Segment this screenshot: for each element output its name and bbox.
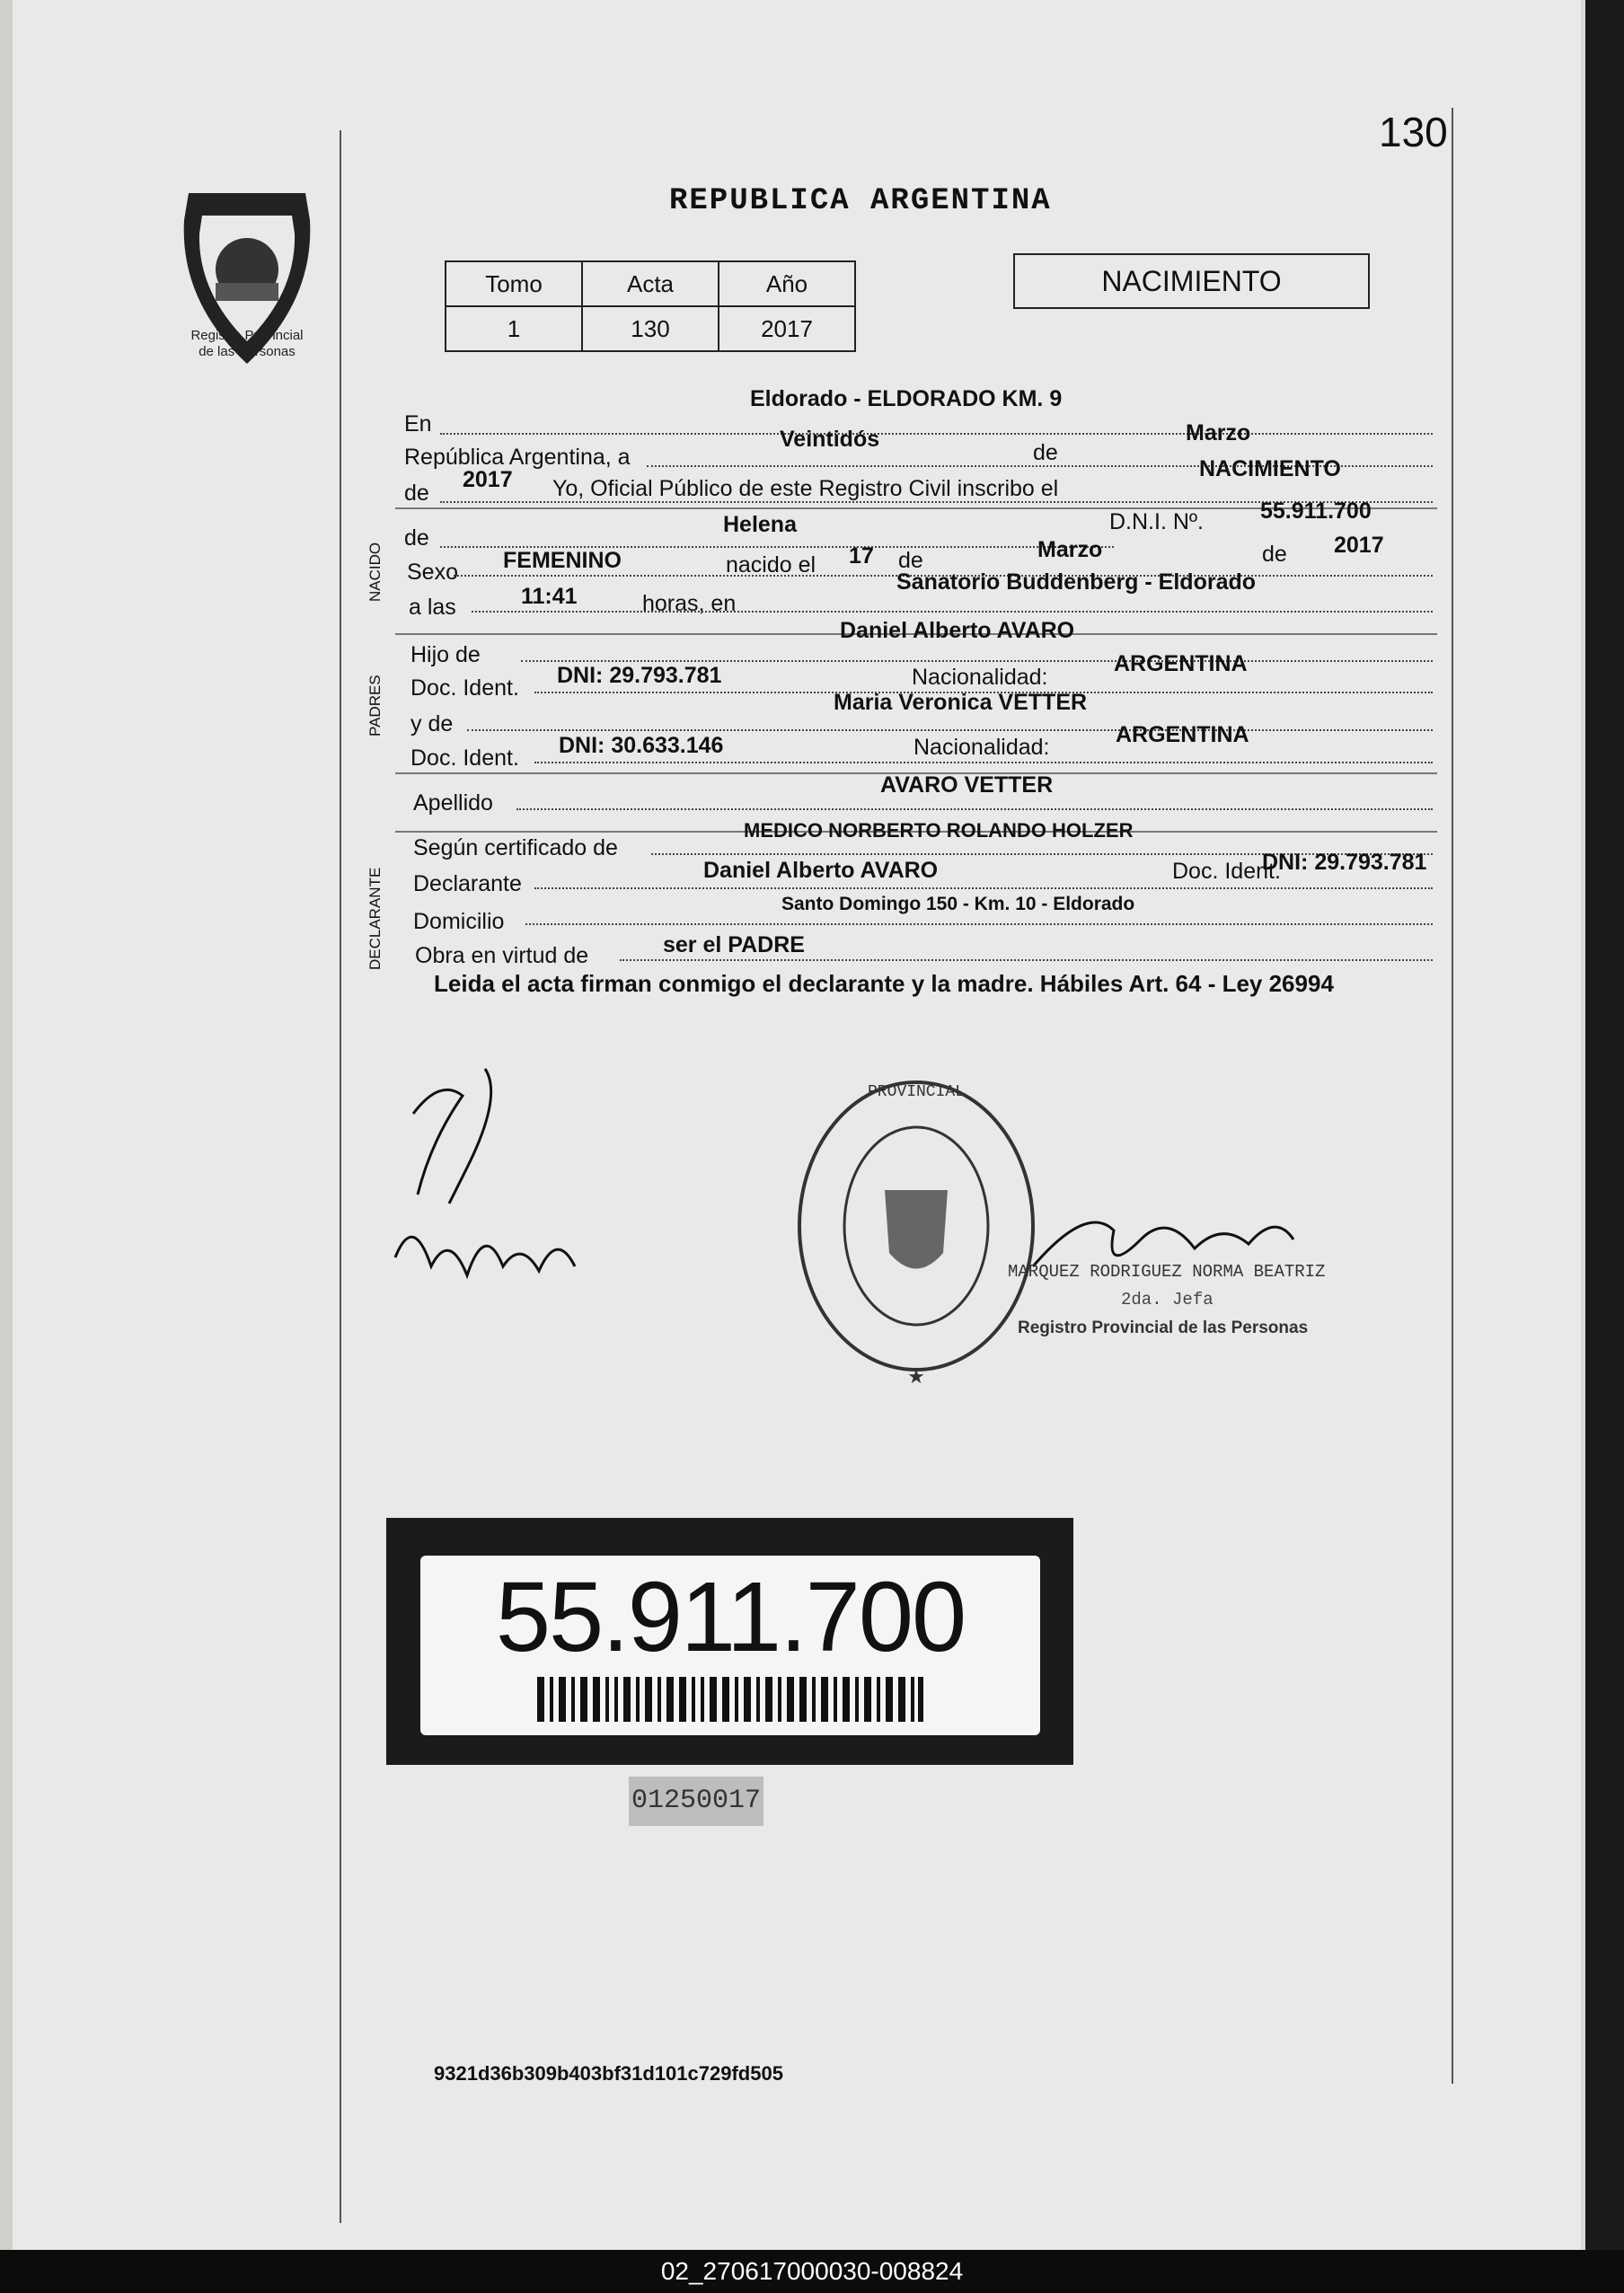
label-doc-padre: Doc. Ident. <box>410 675 519 701</box>
label-de-anio: de <box>404 481 429 506</box>
label-a-las: a las <box>409 595 456 620</box>
dotted-line <box>521 660 1433 662</box>
label-obra: Obra en virtud de <box>415 943 589 968</box>
value-declarante: Daniel Alberto AVARO <box>703 858 939 883</box>
value-madre-nac: ARGENTINA <box>1116 722 1249 747</box>
label-doc-declarante: Doc. Ident. <box>1172 859 1281 884</box>
dotted-line <box>516 808 1433 810</box>
label-hijo-de: Hijo de <box>410 642 481 667</box>
value-nombre: Helena <box>723 512 797 537</box>
value-sexo: FEMENINO <box>503 548 622 573</box>
value-hora: 11:41 <box>521 584 578 609</box>
margin-line-left <box>340 130 341 2223</box>
barcode-label <box>386 1518 1073 1765</box>
value-inscribo-tipo: NACIMIENTO <box>1199 456 1341 481</box>
official-name: MARQUEZ RODRIGUEZ NORMA BEATRIZ <box>1008 1262 1326 1282</box>
value-madre-doc: DNI: 30.633.146 <box>559 733 724 758</box>
value-domicilio: Santo Domingo 150 - Km. 10 - Eldorado <box>781 894 1135 914</box>
value-madre: Maria Veronica VETTER <box>834 690 1088 715</box>
value-declarante-doc: DNI: 29.793.781 <box>1262 850 1427 875</box>
value-apellido: AVARO VETTER <box>880 772 1054 798</box>
label-domicilio: Domicilio <box>413 909 505 934</box>
document-hash: 9321d36b309b403bf31d101c729fd505 <box>434 2062 783 2085</box>
dotted-line <box>467 729 1433 731</box>
page-edge <box>0 0 13 2250</box>
margin-line-right <box>1452 108 1453 2084</box>
official-role: 2da. Jefa <box>1121 1290 1214 1310</box>
value-nacido-anio: 2017 <box>1334 533 1384 558</box>
barcode-panel <box>420 1556 1040 1735</box>
section-label-nacido: NACIDO <box>366 542 384 602</box>
header-acta: Acta <box>582 261 719 306</box>
value-obra: ser el PADRE <box>663 932 805 957</box>
page-number: 130 <box>1379 109 1448 155</box>
header-anio: Año <box>719 261 855 306</box>
value-nacido-mes: Marzo <box>1037 537 1103 562</box>
serial-number: 01250017 <box>629 1777 763 1826</box>
section-label-padres: PADRES <box>366 675 384 736</box>
value-dia: Veintidós <box>780 427 880 452</box>
dotted-line <box>525 923 1433 925</box>
dotted-line <box>534 887 1433 889</box>
label-nac-padre: Nacionalidad: <box>912 665 1048 690</box>
label-de-nombre: de <box>404 525 429 551</box>
value-anio: 2017 <box>463 467 513 492</box>
header-tomo: Tomo <box>446 261 582 306</box>
label-nacido-el: nacido el <box>726 552 816 578</box>
value-certificado: MEDICO NORBERTO ROLANDO HOLZER <box>744 819 1134 842</box>
label-inscribo: Yo, Oficial Público de este Registro Civil inscribo el <box>552 476 1059 501</box>
label-y-de: y de <box>410 711 454 736</box>
dotted-line <box>534 762 1433 763</box>
barcode-bars <box>537 1677 923 1722</box>
dotted-line <box>440 433 1433 435</box>
document-title: REPUBLICA ARGENTINA <box>669 184 1052 218</box>
dotted-line <box>472 611 1433 613</box>
logo-caption <box>153 328 341 360</box>
label-de: de <box>1033 440 1058 465</box>
svg-text:PROVINCIAL: PROVINCIAL <box>867 1083 966 1101</box>
official-office: Registro Provincial de las Personas <box>1018 1318 1309 1337</box>
label-apellido: Apellido <box>413 790 493 816</box>
label-dni: D.N.I. Nº. <box>1109 509 1204 534</box>
file-reference-footer: 02_270617000030-008824 <box>0 2250 1624 2293</box>
label-certificado: Según certificado de <box>413 835 618 860</box>
value-acta: 130 <box>582 306 719 351</box>
svg-text:★: ★ <box>907 1365 925 1388</box>
label-de-anio-nac: de <box>1262 542 1287 567</box>
section-label-declarante: DECLARANTE <box>366 867 384 970</box>
logo-caption-line-2: de las Personas <box>199 344 296 359</box>
label-nac-madre: Nacionalidad: <box>914 735 1050 760</box>
label-republica: República Argentina, a <box>404 445 631 470</box>
label-sexo: Sexo <box>407 560 458 585</box>
label-de-mes: de <box>898 548 923 573</box>
label-doc-madre: Doc. Ident. <box>410 745 519 771</box>
value-nacido-dia: 17 <box>849 543 874 569</box>
handwritten-signatures <box>377 1060 611 1320</box>
value-dni: 55.911.700 <box>1260 498 1372 524</box>
value-tomo: 1 <box>446 306 582 351</box>
value-anio: 2017 <box>719 306 855 351</box>
closing-statement: Leida el acta firman conmigo el declarante y la madre. Hábiles Art. 64 - Ley 26994 <box>434 970 1334 997</box>
value-nacido-lugar: Sanatorio Buddenberg - Eldorado <box>896 569 1257 595</box>
value-padre-doc: DNI: 29.793.781 <box>557 663 722 688</box>
value-padre-nac: ARGENTINA <box>1114 651 1248 676</box>
value-mes: Marzo <box>1186 420 1251 445</box>
barcode-number: 55.911.700 <box>495 1562 966 1672</box>
value-padre: Daniel Alberto AVARO <box>840 618 1075 643</box>
dotted-line <box>620 959 1433 961</box>
logo-caption-line-1: Registro Provincial <box>190 328 304 343</box>
label-horas-en: horas, en <box>642 591 737 616</box>
value-lugar: Eldorado - ELDORADO KM. 9 <box>750 386 1063 411</box>
label-declarante: Declarante <box>413 871 522 896</box>
official-stamp <box>781 1073 1051 1388</box>
record-type-box: NACIMIENTO <box>1013 253 1370 309</box>
record-table <box>445 260 856 352</box>
label-en: En <box>404 411 432 437</box>
